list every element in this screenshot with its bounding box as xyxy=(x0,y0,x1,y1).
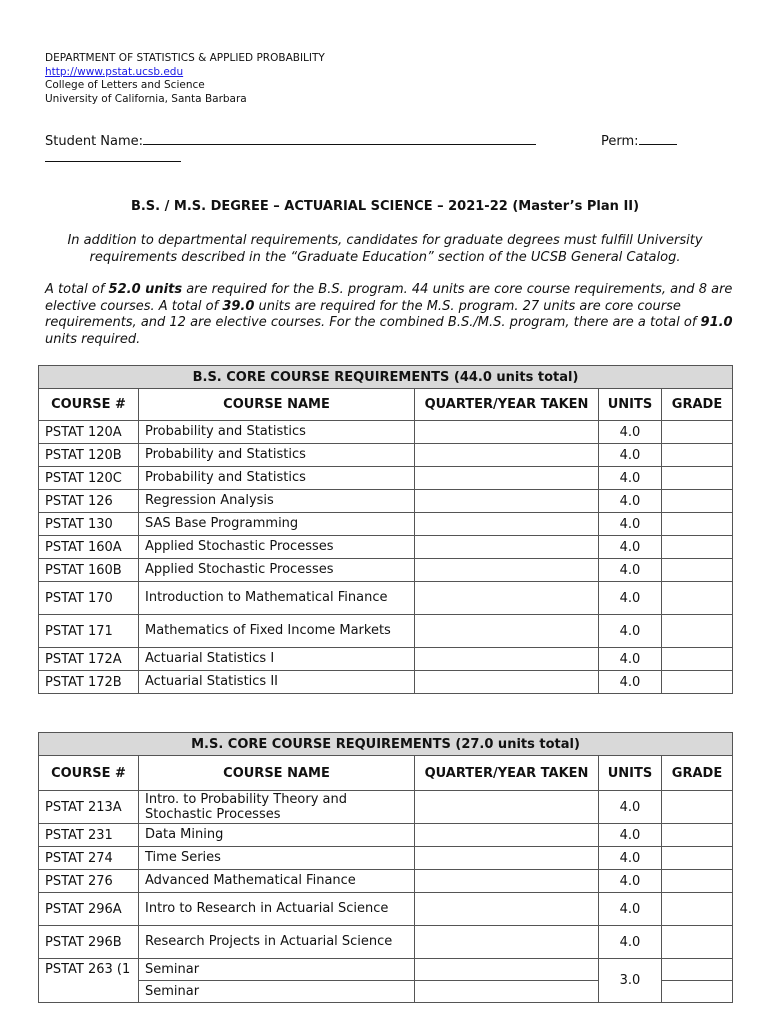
col-header-name: COURSE NAME xyxy=(139,756,415,791)
quarter-year-cell[interactable] xyxy=(415,490,599,513)
table-row xyxy=(39,444,733,467)
units-value: 3.0 xyxy=(599,959,662,1003)
units-value: 4.0 xyxy=(599,648,662,671)
units-value: 4.0 xyxy=(599,536,662,559)
table-row xyxy=(39,893,733,926)
table-row xyxy=(39,847,733,870)
units-value: 4.0 xyxy=(599,847,662,870)
quarter-year-cell[interactable] xyxy=(415,467,599,490)
course-name: Time Series xyxy=(139,847,415,870)
table-row xyxy=(39,671,733,694)
course-number: PSTAT 160B xyxy=(39,559,139,582)
course-number: PSTAT 276 xyxy=(39,870,139,893)
table-caption: B.S. CORE COURSE REQUIREMENTS (44.0 units total) xyxy=(39,366,733,389)
grade-cell[interactable] xyxy=(662,893,733,926)
col-header-grade: GRADE xyxy=(662,389,733,421)
course-number: PSTAT 170 xyxy=(39,582,139,615)
table-row xyxy=(39,490,733,513)
table-row xyxy=(39,421,733,444)
grade-cell[interactable] xyxy=(662,847,733,870)
quarter-year-cell[interactable] xyxy=(415,981,599,1003)
units-value: 4.0 xyxy=(599,490,662,513)
course-name: Actuarial Statistics I xyxy=(139,648,415,671)
course-name: Research Projects in Actuarial Science xyxy=(139,926,415,959)
grade-cell[interactable] xyxy=(662,582,733,615)
units-value: 4.0 xyxy=(599,615,662,648)
course-name: SAS Base Programming xyxy=(139,513,415,536)
course-name: Introduction to Mathematical Finance xyxy=(139,582,415,615)
grade-cell[interactable] xyxy=(662,513,733,536)
units-paragraph: A total of 52.0 units are required for the B.S. program. 44 units are core course requirements, and 8 are elective courses. A total of 39.0 units are required for the M.S. program. 27 units are core course requirements, and 12 are elective courses. For the combined B.S./M.S. program, there are a total of 91.0 units required. xyxy=(45,282,733,347)
course-number: PSTAT 274 xyxy=(39,847,139,870)
quarter-year-cell[interactable] xyxy=(415,671,599,694)
table-row xyxy=(39,615,733,648)
document-header xyxy=(45,52,325,106)
course-number: PSTAT 120B xyxy=(39,444,139,467)
table-caption: M.S. CORE COURSE REQUIREMENTS (27.0 units total) xyxy=(39,733,733,756)
quarter-year-cell[interactable] xyxy=(415,444,599,467)
col-header-units: UNITS xyxy=(599,756,662,791)
student-info xyxy=(45,132,745,162)
quarter-year-cell[interactable] xyxy=(415,513,599,536)
grade-cell[interactable] xyxy=(662,926,733,959)
grade-cell[interactable] xyxy=(662,671,733,694)
quarter-year-cell[interactable] xyxy=(415,893,599,926)
quarter-year-cell[interactable] xyxy=(415,421,599,444)
col-header-quarter: QUARTER/YEAR TAKEN xyxy=(415,389,599,421)
quarter-year-cell[interactable] xyxy=(415,582,599,615)
units-value: 4.0 xyxy=(599,671,662,694)
quarter-year-cell[interactable] xyxy=(415,615,599,648)
course-number: PSTAT 120C xyxy=(39,467,139,490)
course-name: Actuarial Statistics II xyxy=(139,671,415,694)
grade-cell[interactable] xyxy=(662,559,733,582)
course-number: PSTAT 171 xyxy=(39,615,139,648)
perm-field[interactable] xyxy=(639,133,677,145)
table-row xyxy=(39,467,733,490)
col-header-units: UNITS xyxy=(599,389,662,421)
units-value: 4.0 xyxy=(599,893,662,926)
units-value: 4.0 xyxy=(599,582,662,615)
student-name-field-bold-segment xyxy=(310,133,406,145)
course-number: PSTAT 130 xyxy=(39,513,139,536)
col-header-course: COURSE # xyxy=(39,389,139,421)
course-name: Mathematics of Fixed Income Markets xyxy=(139,615,415,648)
grade-cell[interactable] xyxy=(662,536,733,559)
units-value: 4.0 xyxy=(599,467,662,490)
course-number: PSTAT 296B xyxy=(39,926,139,959)
table-row xyxy=(39,582,733,615)
course-name: Regression Analysis xyxy=(139,490,415,513)
units-value: 4.0 xyxy=(599,559,662,582)
table-row xyxy=(39,824,733,847)
quarter-year-cell[interactable] xyxy=(415,824,599,847)
grade-cell[interactable] xyxy=(662,615,733,648)
col-header-quarter: QUARTER/YEAR TAKEN xyxy=(415,756,599,791)
grade-cell[interactable] xyxy=(662,981,733,1003)
units-value: 4.0 xyxy=(599,791,662,824)
table-row xyxy=(39,648,733,671)
grade-cell[interactable] xyxy=(662,467,733,490)
course-name: Probability and Statistics xyxy=(139,467,415,490)
quarter-year-cell[interactable] xyxy=(415,791,599,824)
intro-paragraph: In addition to departmental requirements, candidates for graduate degrees must fulfill University requirements described in the “Graduate Education” section of the UCSB General Catalog. xyxy=(67,233,703,265)
quarter-year-cell[interactable] xyxy=(415,847,599,870)
page-title: B.S. / M.S. DEGREE – ACTUARIAL SCIENCE – 2021-22 (Master’s Plan II) xyxy=(130,199,640,214)
course-number: PSTAT 296A xyxy=(39,893,139,926)
table-row xyxy=(39,513,733,536)
table-row xyxy=(39,791,733,824)
ms-core-requirements-table xyxy=(38,732,733,1003)
course-name: Data Mining xyxy=(139,824,415,847)
units-value: 4.0 xyxy=(599,513,662,536)
col-header-grade: GRADE xyxy=(662,756,733,791)
quarter-year-cell[interactable] xyxy=(415,870,599,893)
units-value: 4.0 xyxy=(599,421,662,444)
department-url-link[interactable]: http://www.pstat.ucsb.edu xyxy=(45,65,184,78)
bs-core-requirements-table xyxy=(38,365,733,694)
college-name: College of Letters and Science xyxy=(45,79,205,92)
grade-cell[interactable] xyxy=(662,444,733,467)
course-name: Advanced Mathematical Finance xyxy=(139,870,415,893)
table-row xyxy=(39,559,733,582)
student-name-field-continuation[interactable] xyxy=(45,151,181,162)
col-header-name: COURSE NAME xyxy=(139,389,415,421)
perm-label: Perm: xyxy=(601,134,639,149)
quarter-year-cell[interactable] xyxy=(415,959,599,981)
course-name: Probability and Statistics xyxy=(139,421,415,444)
course-name: Probability and Statistics xyxy=(139,444,415,467)
department-name: DEPARTMENT OF STATISTICS & APPLIED PROBABILITY xyxy=(45,52,325,64)
student-name-label: Student Name: xyxy=(45,134,144,149)
units-value: 4.0 xyxy=(599,926,662,959)
course-number: PSTAT 263 (1 xyxy=(39,959,139,1003)
course-number: PSTAT 231 xyxy=(39,824,139,847)
col-header-course: COURSE # xyxy=(39,756,139,791)
grade-cell[interactable] xyxy=(662,959,733,981)
course-number: PSTAT 172B xyxy=(39,671,139,694)
table-row xyxy=(39,926,733,959)
university-name: University of California, Santa Barbara xyxy=(45,92,247,105)
quarter-year-cell[interactable] xyxy=(415,559,599,582)
units-value: 4.0 xyxy=(599,444,662,467)
course-number: PSTAT 160A xyxy=(39,536,139,559)
course-name: Applied Stochastic Processes xyxy=(139,536,415,559)
course-name: Seminar xyxy=(139,981,415,1003)
grade-cell[interactable] xyxy=(662,791,733,824)
units-value: 4.0 xyxy=(599,824,662,847)
course-name: Seminar xyxy=(139,959,415,981)
grade-cell[interactable] xyxy=(662,824,733,847)
grade-cell[interactable] xyxy=(662,648,733,671)
course-number: PSTAT 172A xyxy=(39,648,139,671)
grade-cell[interactable] xyxy=(662,490,733,513)
quarter-year-cell[interactable] xyxy=(415,926,599,959)
course-name: Applied Stochastic Processes xyxy=(139,559,415,582)
table-row xyxy=(39,870,733,893)
table-row xyxy=(39,536,733,559)
course-number: PSTAT 120A xyxy=(39,421,139,444)
course-name: Intro to Research in Actuarial Science xyxy=(139,893,415,926)
course-number: PSTAT 126 xyxy=(39,490,139,513)
quarter-year-cell[interactable] xyxy=(415,536,599,559)
grade-cell[interactable] xyxy=(662,870,733,893)
grade-cell[interactable] xyxy=(662,421,733,444)
quarter-year-cell[interactable] xyxy=(415,648,599,671)
course-number: PSTAT 213A xyxy=(39,791,139,824)
course-name: Intro. to Probability Theory and Stochastic Processes xyxy=(139,791,415,824)
units-value: 4.0 xyxy=(599,870,662,893)
